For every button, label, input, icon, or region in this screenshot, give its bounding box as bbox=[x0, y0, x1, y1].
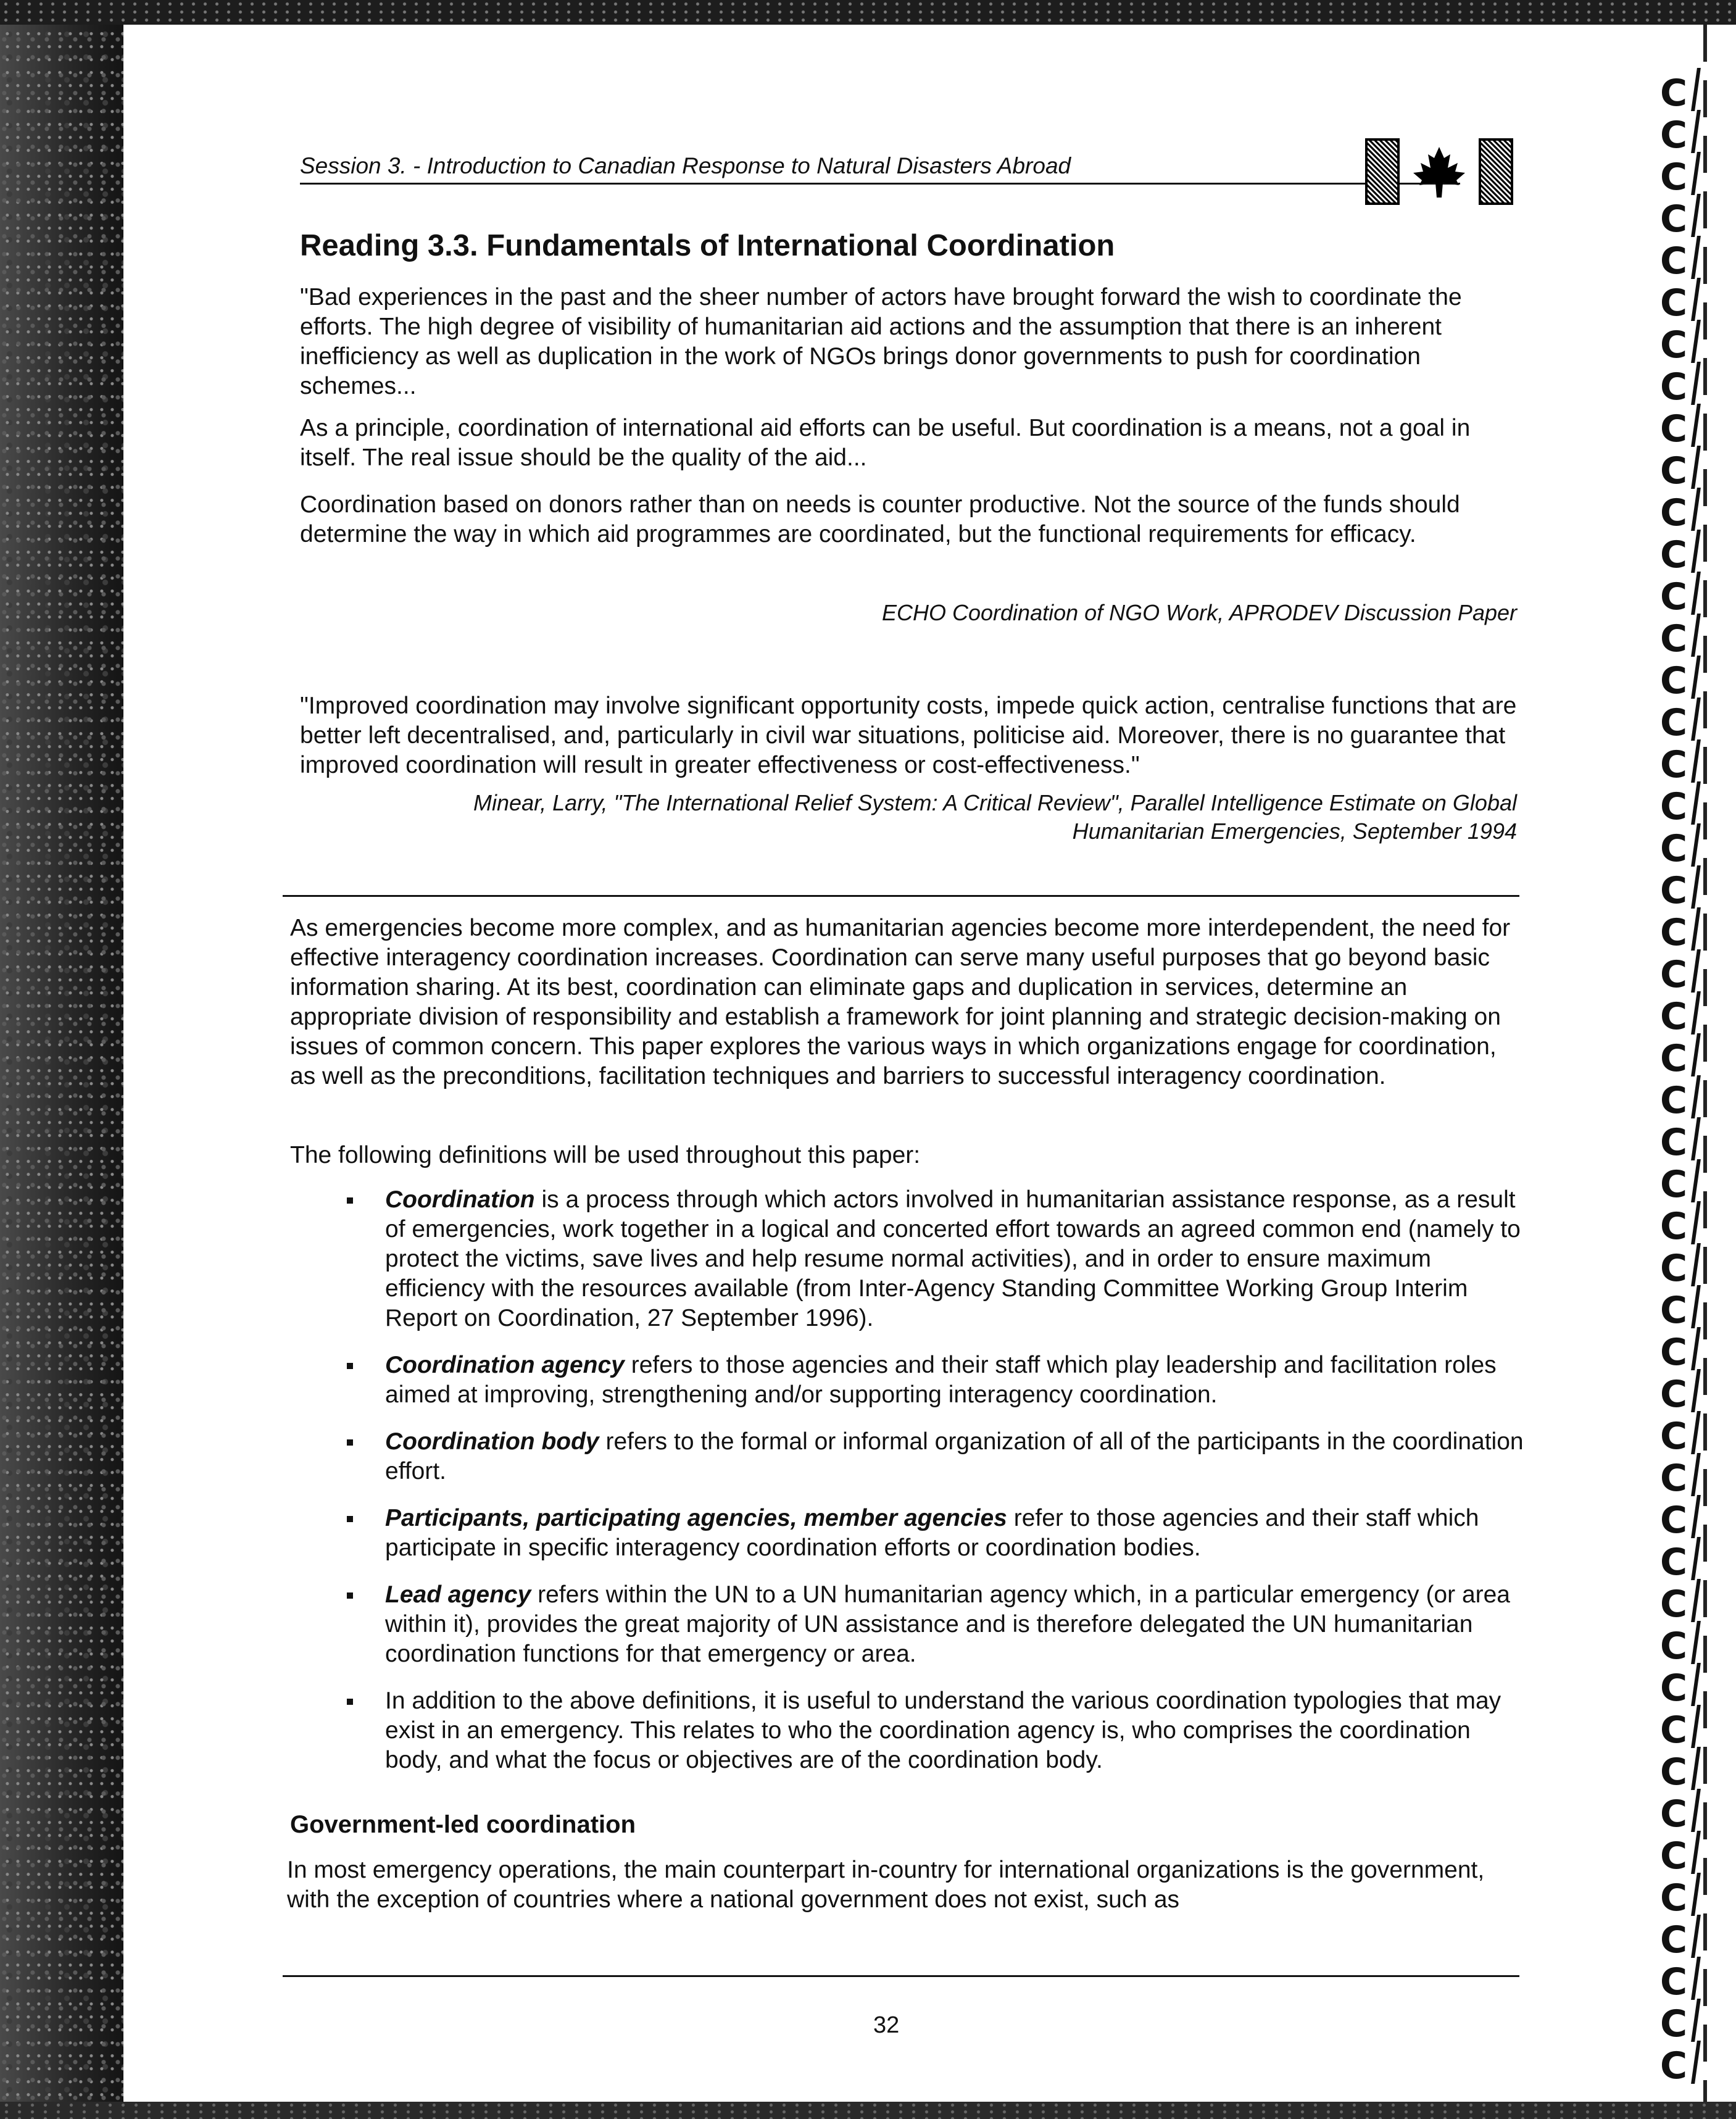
spiral-coil: C bbox=[1660, 1507, 1703, 1533]
spiral-coil: C bbox=[1660, 1172, 1703, 1197]
quote1-citation: ECHO Coordination of NGO Work, APRODEV Discussion Paper bbox=[881, 600, 1517, 625]
definition-text: refer to those agencies and their staff which participate in specific interagency coordination efforts or coordination bodies. bbox=[385, 1505, 1479, 1561]
spiral-coil: C bbox=[1660, 752, 1703, 778]
session-header: Session 3. - Introduction to Canadian Response to Natural Disasters Abroad bbox=[300, 153, 1071, 178]
spiral-coil: C bbox=[1660, 1046, 1703, 1072]
definitions-list bbox=[300, 1185, 1534, 1792]
footer-rule bbox=[283, 1975, 1519, 1977]
definition-item bbox=[300, 1686, 1534, 1775]
spiral-coil: C bbox=[1660, 584, 1703, 610]
definition-item bbox=[300, 1580, 1534, 1669]
quote2-citation-line-1: Minear, Larry, "The International Relief System: A Critical Review", Parallel Intelligence Estimate on Global bbox=[473, 790, 1517, 815]
spiral-coil: C bbox=[1660, 1633, 1703, 1659]
spiral-coil: C bbox=[1660, 1297, 1703, 1323]
spiral-coil: C bbox=[1660, 416, 1703, 442]
definition-item bbox=[300, 1427, 1534, 1486]
spiral-coil: C bbox=[1660, 1130, 1703, 1155]
definition-item bbox=[300, 1185, 1534, 1333]
quote1-paragraph-3: Coordination based on donors rather than on needs is counter productive. Not the source of the funds should determine the way in which aid programmes are coordinated, but the functional requirements for efficacy. bbox=[300, 491, 1460, 547]
bullet-icon bbox=[347, 1197, 353, 1204]
spiral-coil: C bbox=[1660, 248, 1703, 274]
spiral-coil: C bbox=[1660, 290, 1703, 316]
intro-paragraph: As emergencies become more complex, and as humanitarian agencies become more interdependent, the need for effective interagency coordination increases. Coordination can serve many useful purposes that go beyond basic information sharing. At its best, coordination can eliminate gaps and duplication in services, determine an appropriate division of responsibility and establish a framework for joint planning and strategic decision-making on issues of common concern. This paper explores the various ways in which organizations engage for coordination, as well as the preconditions, facilitation techniques and barriers to successful interagency coordination. bbox=[290, 915, 1511, 1089]
bullet-icon bbox=[347, 1516, 353, 1522]
spiral-coil: C bbox=[1660, 1339, 1703, 1365]
spiral-coil: C bbox=[1660, 1885, 1703, 1911]
spiral-coil: C bbox=[1660, 626, 1703, 652]
definition-term: Lead agency bbox=[385, 1581, 531, 1608]
definition-item bbox=[300, 1504, 1534, 1563]
definition-text: is a process through which actors involved in humanitarian assistance response, as a result of emergencies, work together in a logical and concerted effort towards an agreed common end (namely to protect the victims, save lives and help resume normal activities), and in order to ensure maximum efficiency with the resources available (from Inter-Agency Standing Committee Working Group Interim Report on Coordination, 27 September 1996). bbox=[385, 1186, 1521, 1331]
maple-leaf-icon bbox=[1408, 144, 1470, 200]
document-page bbox=[123, 25, 1736, 2102]
bullet-icon bbox=[347, 1699, 353, 1705]
spiral-coil: C bbox=[1660, 1843, 1703, 1869]
canada-flag-icon bbox=[1365, 138, 1513, 205]
spiral-coil: C bbox=[1660, 458, 1703, 484]
spiral-coil: C bbox=[1660, 1423, 1703, 1449]
spiral-coil: C bbox=[1660, 1675, 1703, 1701]
spiral-coil: C bbox=[1660, 836, 1703, 862]
spiral-coil: C bbox=[1660, 2011, 1703, 2037]
spiral-coil: C bbox=[1660, 1381, 1703, 1407]
definition-text: refers to the formal or informal organization of all of the participants in the coordination effort. bbox=[385, 1428, 1524, 1484]
spiral-coil: C bbox=[1660, 1759, 1703, 1785]
bullet-icon bbox=[347, 1592, 353, 1599]
spiral-coil: C bbox=[1660, 542, 1703, 568]
definitions-intro: The following definitions will be used throughout this paper: bbox=[290, 1142, 921, 1168]
spiral-coil: C bbox=[1660, 164, 1703, 190]
spiral-coil: C bbox=[1660, 1927, 1703, 1953]
closing-paragraph: In most emergency operations, the main counterpart in-country for international organizations is the government, with the exception of countries where a national government does not exist, such as bbox=[287, 1857, 1485, 1913]
spiral-coil: C bbox=[1660, 1801, 1703, 1827]
quote1-paragraph-1: "Bad experiences in the past and the sheer number of actors have brought forward the wish to coordinate the efforts. The high degree of visibility of humanitarian aid actions and the assumption that there is an inherent inefficiency as well as duplication in the work of NGOs brings donor governments to push for coordination schemes... bbox=[300, 284, 1462, 399]
spiral-coil: C bbox=[1660, 80, 1703, 106]
spiral-coil: C bbox=[1660, 500, 1703, 526]
definition-text: refers to those agencies and their staff which play leadership and facilitation roles aimed at improving, strengthening and/or supporting interagency coordination. bbox=[385, 1352, 1497, 1408]
scan-border-top bbox=[0, 0, 1736, 25]
spiral-coil: C bbox=[1660, 878, 1703, 904]
definition-term: Coordination body bbox=[385, 1428, 599, 1455]
definition-item bbox=[300, 1351, 1534, 1410]
definition-term: Participants, participating agencies, member agencies bbox=[385, 1505, 1007, 1531]
spiral-coil: C bbox=[1660, 1591, 1703, 1617]
scan-border-bottom bbox=[0, 2102, 1736, 2119]
flag-band-left bbox=[1365, 138, 1400, 205]
spiral-coil: C bbox=[1660, 1465, 1703, 1491]
quote2-citation-line-2: Humanitarian Emergencies, September 1994 bbox=[1072, 818, 1517, 844]
spiral-coil: C bbox=[1660, 1969, 1703, 1995]
header-rule bbox=[300, 183, 1460, 185]
definition-term: Coordination bbox=[385, 1186, 535, 1213]
spiral-coil: C bbox=[1660, 962, 1703, 988]
spiral-coil: C bbox=[1660, 794, 1703, 820]
spiral-coil: C bbox=[1660, 1717, 1703, 1743]
spiral-coil: C bbox=[1660, 1255, 1703, 1281]
definition-text: refers within the UN to a UN humanitarian agency which, in a particular emergency (or area within it), provides the great majority of UN assistance and is therefore delegated the UN humanitarian coordination functions for that emergency or area. bbox=[385, 1581, 1510, 1667]
spiral-edge bbox=[1703, 25, 1707, 2102]
spiral-coil: C bbox=[1660, 2053, 1703, 2079]
page-number: 32 bbox=[873, 2012, 900, 2038]
spiral-coil: C bbox=[1660, 1549, 1703, 1575]
spiral-coil: C bbox=[1660, 668, 1703, 694]
spiral-coil: C bbox=[1660, 920, 1703, 946]
quote2-text: "Improved coordination may involve significant opportunity costs, impede quick action, centralise functions that are better left decentralised, and, particularly in civil war situations, politicise aid. Moreover, there is no guarantee that improved coordination will result in greater effectiveness or cost-effectiveness." bbox=[300, 693, 1517, 778]
spiral-coil: C bbox=[1660, 332, 1703, 358]
spiral-coil: C bbox=[1660, 206, 1703, 232]
spiral-binding bbox=[1654, 25, 1736, 2102]
scan-border-left bbox=[0, 0, 123, 2119]
bullet-icon bbox=[347, 1439, 353, 1446]
spiral-coil: C bbox=[1660, 1004, 1703, 1030]
spiral-coil: C bbox=[1660, 710, 1703, 736]
section-divider bbox=[283, 895, 1519, 897]
quote1-paragraph-2: As a principle, coordination of international aid efforts can be useful. But coordination is a means, not a goal in itself. The real issue should be the quality of the aid... bbox=[300, 415, 1471, 471]
flag-band-right bbox=[1479, 138, 1513, 205]
reading-title: Reading 3.3. Fundamentals of International Coordination bbox=[300, 229, 1115, 262]
subhead-government-led: Government-led coordination bbox=[290, 1811, 636, 1838]
spiral-coil: C bbox=[1660, 374, 1703, 400]
definition-text: In addition to the above definitions, it is useful to understand the various coordination typologies that may exist in an emergency. This relates to who the coordination agency is, who comprises the coordination body, and what the focus or objectives are of the coordination body. bbox=[385, 1688, 1501, 1773]
spiral-coil: C bbox=[1660, 1088, 1703, 1114]
bullet-icon bbox=[347, 1363, 353, 1369]
spiral-coil: C bbox=[1660, 122, 1703, 148]
spiral-coil: C bbox=[1660, 1214, 1703, 1239]
definition-term: Coordination agency bbox=[385, 1352, 625, 1378]
